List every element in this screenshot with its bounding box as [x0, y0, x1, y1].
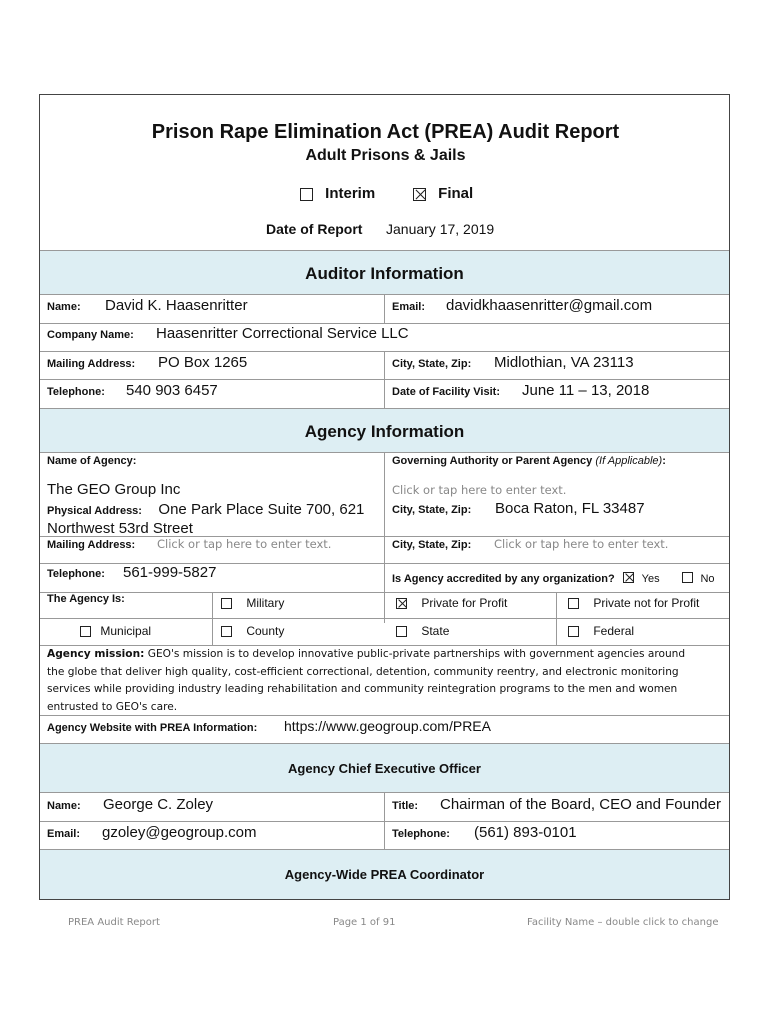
agency-mission-text-1: GEO's mission is to develop innovative public-private partnerships with government agencies around [147, 648, 686, 660]
physical-csz-label: City, State, Zip: [392, 504, 472, 516]
type-state[interactable] [396, 624, 449, 638]
private-not-for-profit-label: Private not for Profit [593, 596, 700, 610]
physical-address-line-1[interactable]: One Park Place Suite 700, 621 [158, 501, 365, 518]
ceo-name-value[interactable]: George C. Zoley [103, 796, 214, 813]
agency-name-label: Name of Agency: [47, 455, 137, 467]
agency-website-label: Agency Website with PREA Information: [47, 722, 258, 734]
footer-facility-name[interactable]: Facility Name – double click to change [527, 917, 719, 928]
agency-mission-block [47, 646, 727, 716]
auditor-phone-value[interactable]: 540 903 6457 [126, 382, 218, 399]
agency-phone-value[interactable]: 561-999-5827 [123, 564, 217, 581]
report-subtitle: Adult Prisons & Jails [305, 147, 466, 164]
agency-is-label: The Agency Is: [47, 593, 125, 605]
type-county[interactable] [221, 624, 284, 638]
type-military[interactable] [221, 596, 284, 610]
physical-address-label: Physical Address: [47, 505, 142, 517]
auditor-name-value[interactable]: David K. Haasenritter [105, 297, 248, 314]
mailing-csz-label: City, State, Zip: [392, 539, 472, 551]
ceo-email-label: Email: [47, 828, 81, 840]
auditor-csz-label: City, State, Zip: [392, 358, 472, 370]
governing-authority-input[interactable]: Click or tap here to enter text. [392, 483, 567, 497]
final-checkbox[interactable] [413, 188, 426, 201]
physical-address-line-2[interactable]: Northwest 53rd Street [47, 520, 193, 537]
ceo-phone-value[interactable]: (561) 893-0101 [474, 824, 577, 841]
agency-mission-text-2: the globe that deliver high quality, cost-efficient correctional, detention, community reentry, and electronic monitoring [47, 665, 679, 678]
report-title: Prison Rape Elimination Act (PREA) Audit Report [151, 121, 620, 143]
military-checkbox [221, 598, 232, 609]
date-of-report-value[interactable]: January 17, 2019 [386, 221, 495, 237]
auditor-name-label: Name: [47, 301, 81, 313]
facility-visit-value[interactable]: June 11 – 13, 2018 [522, 382, 650, 399]
auditor-mailing-label: Mailing Address: [47, 358, 136, 370]
mailing-csz-input[interactable]: Click or tap here to enter text. [494, 537, 669, 551]
date-of-report-label: Date of Report [266, 221, 363, 237]
military-label: Military [246, 596, 285, 610]
type-federal[interactable] [568, 624, 634, 638]
agency-mission-text-3: services while providing industry leading rehabilitation and community reintegration programs to the men and women [47, 683, 678, 695]
private-for-profit-checkbox [396, 598, 407, 609]
ceo-section-header: Agency Chief Executive Officer [40, 743, 729, 793]
auditor-email-value[interactable]: davidkhaasenritter@gmail.com [446, 297, 653, 314]
auditor-phone-label: Telephone: [47, 386, 105, 398]
governing-authority-label: Governing Authority or Parent Agency (If Applicable): [392, 455, 666, 467]
federal-label: Federal [593, 624, 635, 638]
accreditation-row [392, 569, 715, 587]
private-not-for-profit-checkbox [568, 598, 579, 609]
auditor-section-header: Auditor Information [40, 250, 729, 295]
interim-checkbox[interactable] [300, 188, 313, 201]
physical-address-block [47, 501, 382, 537]
physical-csz-value[interactable]: Boca Raton, FL 33487 [495, 500, 645, 517]
auditor-csz-value[interactable]: Midlothian, VA 23113 [494, 354, 634, 371]
accredited-yes-label: Yes [641, 573, 660, 585]
type-private-not-for-profit[interactable] [568, 596, 699, 610]
accredited-label: Is Agency accredited by any organization? [392, 573, 615, 585]
accredited-no-label: No [700, 573, 715, 585]
agency-mission-text-4: entrusted to GEO's care. [47, 700, 178, 713]
footer-page-number: Page 1 of 91 [333, 917, 396, 928]
municipal-checkbox [80, 626, 91, 637]
ceo-email-value[interactable]: gzoley@geogroup.com [102, 824, 257, 841]
type-municipal[interactable] [80, 624, 151, 638]
footer-left: PREA Audit Report [68, 917, 160, 928]
ceo-name-label: Name: [47, 800, 81, 812]
private-for-profit-label: Private for Profit [421, 596, 508, 610]
agency-section-header: Agency Information [40, 408, 729, 453]
audit-report-page [39, 94, 730, 900]
facility-visit-label: Date of Facility Visit: [392, 386, 500, 398]
auditor-company-value[interactable]: Haasenritter Correctional Service LLC [156, 325, 409, 342]
county-checkbox [221, 626, 232, 637]
agency-phone-label: Telephone: [47, 568, 105, 580]
municipal-label: Municipal [100, 624, 152, 638]
ceo-phone-label: Telephone: [392, 828, 450, 840]
agency-name-value[interactable]: The GEO Group Inc [47, 481, 181, 498]
accredited-no-checkbox[interactable] [682, 572, 693, 583]
state-label: State [421, 624, 450, 638]
auditor-mailing-value[interactable]: PO Box 1265 [158, 354, 248, 371]
ceo-title-label: Title: [392, 800, 419, 812]
state-checkbox [396, 626, 407, 637]
ceo-title-value[interactable]: Chairman of the Board, CEO and Founder [440, 796, 721, 813]
federal-checkbox [568, 626, 579, 637]
agency-mailing-label: Mailing Address: [47, 539, 136, 551]
type-private-for-profit[interactable] [396, 596, 507, 610]
final-label: Final [438, 185, 474, 202]
agency-website-value[interactable]: https://www.geogroup.com/PREA [284, 718, 491, 734]
agency-mission-label: Agency mission: [47, 648, 145, 660]
auditor-company-label: Company Name: [47, 329, 134, 341]
auditor-email-label: Email: [392, 301, 426, 313]
governing-authority-note: (If Applicable) [595, 455, 663, 467]
county-label: County [246, 624, 285, 638]
agency-mailing-input[interactable]: Click or tap here to enter text. [157, 537, 332, 551]
coordinator-section-header: Agency-Wide PREA Coordinator [40, 849, 729, 899]
interim-label: Interim [325, 185, 376, 202]
accredited-yes-checkbox[interactable] [623, 572, 634, 583]
